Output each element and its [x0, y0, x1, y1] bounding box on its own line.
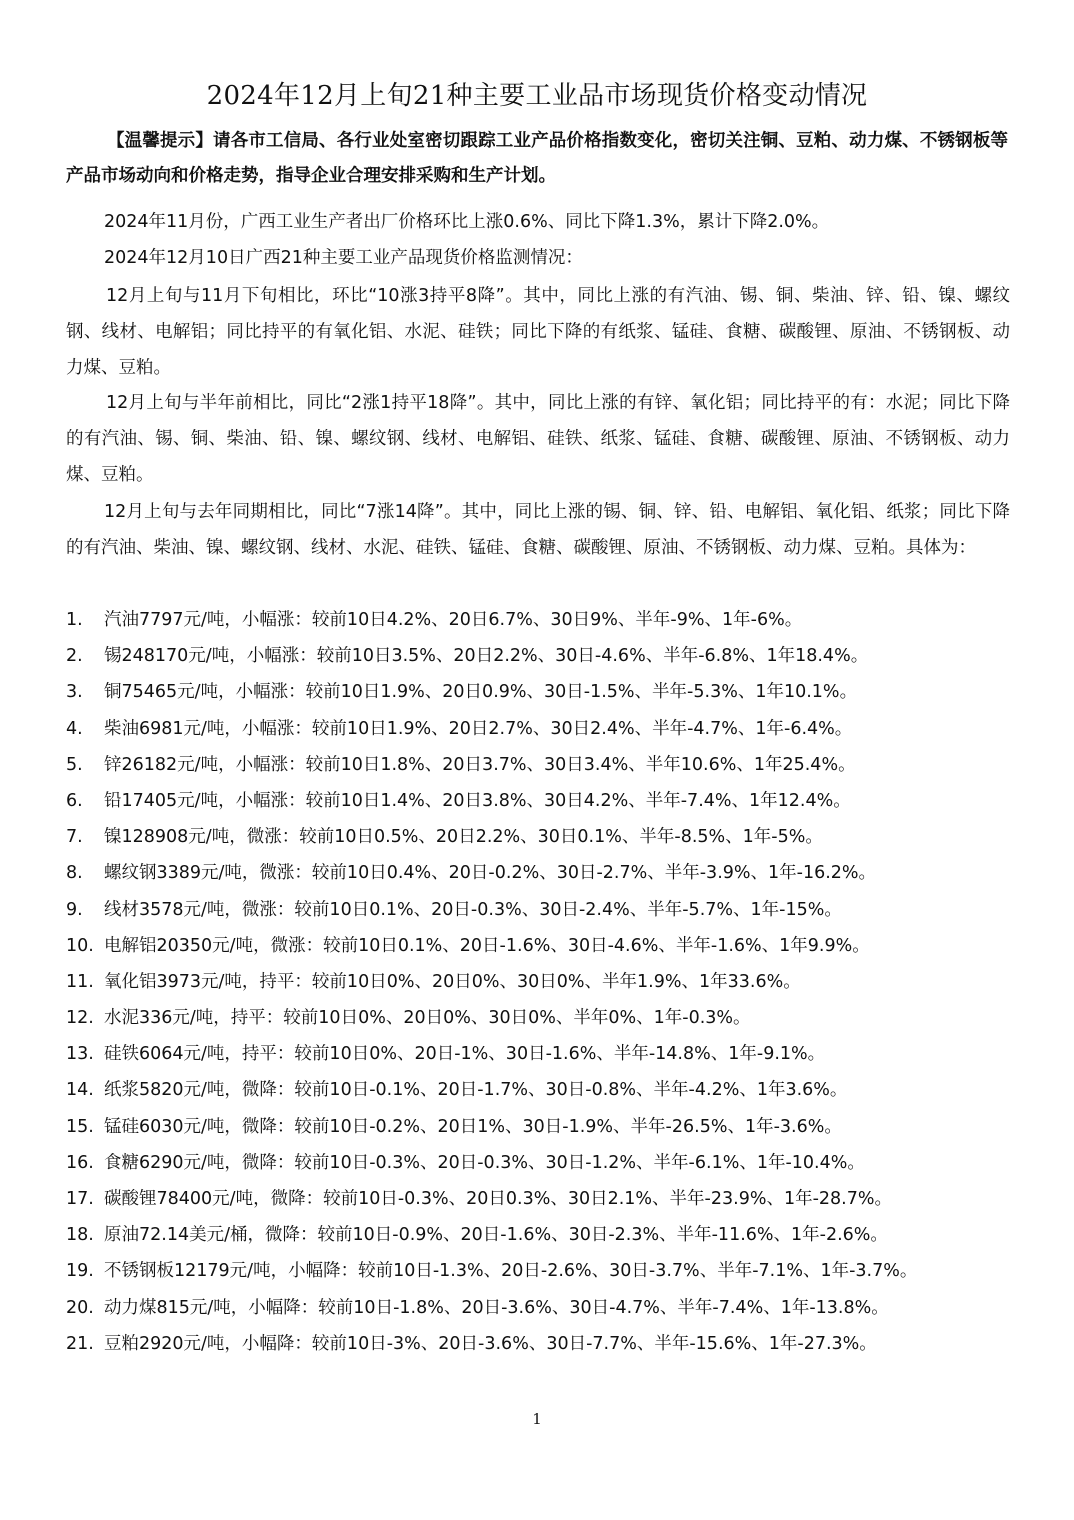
item-number: 2.: [66, 646, 83, 667]
item-text: 镍128908元/吨，微涨：较前10日0.5%、20日2.2%、30日0.1%、半年-8.5%、1年-5%。: [104, 827, 823, 848]
item-text: 锌26182元/吨，小幅涨：较前10日1.8%、20日3.7%、30日3.4%、半年10.6%、1年25.4%。: [104, 754, 856, 775]
price-item-list: [66, 602, 1016, 1362]
paragraph-year-on-year: 12月上旬与去年同期相比，同比“7涨14降”。其中，同比上涨的锡、铜、锌、铅、电解铝、氧化铝、纸浆；同比下降的有汽油、柴油、镍、螺纹钢、线材、水泥、硅铁、锰硅、食糖、碳酸锂、原油、不锈钢板、动力煤、豆粕。具体为：: [66, 502, 1010, 558]
list-item: [66, 747, 1016, 783]
item-number: 4.: [66, 718, 83, 739]
item-number: 17.: [66, 1189, 94, 1209]
item-text: 硅铁6064元/吨，持平：较前10日0%、20日-1%、30日-1.6%、半年-14.8%、1年-9.1%。: [104, 1044, 826, 1065]
list-item: [66, 711, 1016, 747]
item-text: 不锈钢板12179元/吨，小幅降：较前10日-1.3%、20日-2.6%、30日-3.7%、半年-7.1%、1年-3.7%。: [104, 1261, 918, 1282]
item-text: 动力煤815元/吨，小幅降：较前10日-1.8%、20日-3.6%、30日-4.7%、半年-7.4%、1年-13.8%。: [104, 1297, 889, 1318]
page-number: 1: [532, 1410, 542, 1428]
list-item: [66, 1326, 1016, 1362]
list-item: [66, 1145, 1016, 1181]
item-text: 锡248170元/吨，小幅涨：较前10日3.5%、20日2.2%、30日-4.6%、半年-6.8%、1年18.4%。: [104, 646, 869, 667]
list-item: [66, 602, 1016, 638]
item-text: 水泥336元/吨，持平：较前10日0%、20日0%、30日0%、半年0%、1年-0.3%。: [104, 1008, 751, 1029]
list-item: [66, 855, 1016, 891]
list-item: [66, 1217, 1016, 1253]
list-item: [66, 783, 1016, 819]
paragraph-month-on-month: 12月上旬与11月下旬相比，环比“10涨3持平8降”。其中，同比上涨的有汽油、锡、铜、柴油、锌、铅、镍、螺纹钢、线材、电解铝；同比持平的有氧化铝、水泥、硅铁；同比下降的有纸浆、锰硅、食糖、碳酸锂、原油、不锈钢板、动力煤、豆粕。: [66, 286, 1010, 378]
list-item: [66, 1253, 1016, 1289]
item-number: 12.: [66, 1008, 94, 1029]
item-text: 铅17405元/吨，小幅涨：较前10日1.4%、20日3.8%、30日4.2%、半年-7.4%、1年12.4%。: [104, 790, 851, 811]
tip-text: 请各市工信局、各行业处室密切跟踪工业产品价格指数变化，密切关注铜、豆粕、动力煤、不锈钢板等产品市场动向和价格走势，指导企业合理安排采购和生产计划。: [66, 131, 1009, 186]
item-number: 5.: [66, 754, 83, 775]
item-text: 柴油6981元/吨，小幅涨：较前10日1.9%、20日2.7%、30日2.4%、半年-4.7%、1年-6.4%。: [104, 718, 853, 739]
list-item: [66, 638, 1016, 674]
list-item: [66, 964, 1016, 1000]
item-number: 21.: [66, 1333, 94, 1354]
list-item: [66, 1072, 1016, 1108]
list-item: [66, 1290, 1016, 1326]
paragraph-half-year: 12月上旬与半年前相比，同比“2涨1持平18降”。其中，同比上涨的有锌、氧化铝；同比持平的有：水泥；同比下降的有汽油、锡、铜、柴油、铅、镍、螺纹钢、线材、电解铝、硅铁、纸浆、锰硅、食糖、碳酸锂、原油、不锈钢板、动力煤、豆粕。: [66, 393, 1010, 485]
item-number: 13.: [66, 1044, 94, 1065]
list-item: [66, 928, 1016, 964]
item-number: 10.: [66, 935, 94, 956]
item-number: 18.: [66, 1225, 94, 1246]
item-number: 8.: [66, 863, 83, 884]
list-item: [66, 1000, 1016, 1036]
item-number: 16.: [66, 1152, 94, 1173]
item-text: 食糖6290元/吨，微降：较前10日-0.3%、20日-0.3%、30日-1.2%、半年-6.1%、1年-10.4%。: [104, 1152, 865, 1173]
page-title: 2024年12月上旬21种主要工业品市场现货价格变动情况: [206, 81, 868, 111]
item-number: 3.: [66, 682, 83, 703]
item-text: 锰硅6030元/吨，微降：较前10日-0.2%、20日1%、30日-1.9%、半年-26.5%、1年-3.6%。: [104, 1116, 842, 1137]
item-text: 纸浆5820元/吨，微降：较前10日-0.1%、20日-1.7%、30日-0.8%、半年-4.2%、1年3.6%。: [104, 1080, 848, 1101]
item-text: 线材3578元/吨，微涨：较前10日0.1%、20日-0.3%、30日-2.4%、半年-5.7%、1年-15%。: [104, 899, 842, 920]
item-number: 15.: [66, 1116, 94, 1137]
paragraph-ppi-summary: 2024年11月份，广西工业生产者出厂价格环比上涨0.6%、同比下降1.3%，累计下降2.0%。: [104, 212, 830, 232]
item-text: 原油72.14美元/桶，微降：较前10日-0.9%、20日-1.6%、30日-2.3%、半年-11.6%、1年-2.6%。: [104, 1225, 888, 1246]
paragraph-monitoring-intro: 2024年12月10日广西21种主要工业产品现货价格监测情况：: [104, 248, 583, 268]
list-item: [66, 1036, 1016, 1072]
item-number: 1.: [66, 610, 83, 630]
item-text: 电解铝20350元/吨，微涨：较前10日0.1%、20日-1.6%、30日-4.6%、半年-1.6%、1年9.9%。: [104, 935, 870, 956]
item-text: 豆粕2920元/吨，小幅降：较前10日-3%、20日-3.6%、30日-7.7%、半年-15.6%、1年-27.3%。: [104, 1333, 877, 1354]
item-number: 9.: [66, 899, 83, 920]
item-number: 11.: [66, 971, 94, 992]
item-text: 碳酸锂78400元/吨，微降：较前10日-0.3%、20日0.3%、30日2.1%、半年-23.9%、1年-28.7%。: [104, 1189, 893, 1209]
item-number: 14.: [66, 1080, 94, 1101]
item-number: 19.: [66, 1261, 94, 1282]
item-number: 20.: [66, 1297, 94, 1318]
item-text: 汽油7797元/吨，小幅涨：较前10日4.2%、20日6.7%、30日9%、半年-9%、1年-6%。: [104, 610, 803, 630]
item-text: 氧化铝3973元/吨，持平：较前10日0%、20日0%、30日0%、半年1.9%、1年33.6%。: [104, 971, 801, 992]
list-item: [66, 892, 1016, 928]
list-item: [66, 674, 1016, 710]
item-number: 7.: [66, 827, 83, 848]
list-item: [66, 819, 1016, 855]
tip-label: 【温馨提示】: [107, 131, 214, 151]
list-item: [66, 1181, 1016, 1217]
list-item: [66, 1109, 1016, 1145]
item-text: 铜75465元/吨，小幅涨：较前10日1.9%、20日0.9%、30日-1.5%、半年-5.3%、1年10.1%。: [104, 682, 858, 703]
tip-paragraph: [66, 124, 1008, 194]
item-number: 6.: [66, 790, 83, 811]
item-text: 螺纹钢3389元/吨，微涨：较前10日0.4%、20日-0.2%、30日-2.7%、半年-3.9%、1年-16.2%。: [104, 863, 877, 884]
